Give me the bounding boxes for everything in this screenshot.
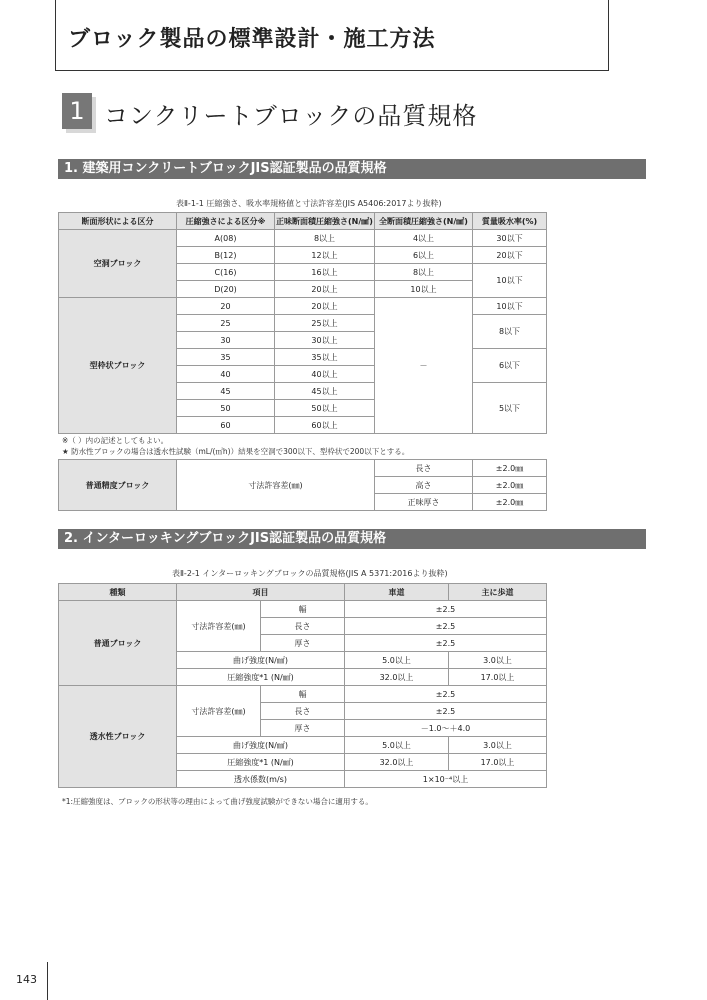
table-cell: 4以上: [375, 230, 473, 247]
table-cell: A(08): [177, 230, 275, 247]
table-cell: 8以上: [375, 264, 473, 281]
table-cell: 10以下: [473, 264, 547, 298]
header-cell: 断面形状による区分: [59, 213, 177, 230]
table-cell: 6以上: [375, 247, 473, 264]
table-cell: 正味厚さ: [375, 494, 473, 511]
table-cell: 寸法許容差(㎜): [177, 686, 261, 737]
table-cell: 32.0以上: [345, 669, 449, 686]
table-cell: 17.0以上: [449, 754, 547, 771]
table-cell: 5.0以上: [345, 737, 449, 754]
table-2: [58, 583, 547, 788]
table-2-note: *1:圧縮強度は、ブロックの形状等の理由によって曲げ強度試験ができない場合に適用する。: [62, 797, 373, 806]
table-cell: 25以上: [275, 315, 375, 332]
table-cell: 30以下: [473, 230, 547, 247]
table-cell: 50以上: [275, 400, 375, 417]
table-cell: ±2.5: [345, 635, 547, 652]
table-cell: ±2.5: [345, 703, 547, 720]
table-cell: 幅: [261, 686, 345, 703]
header-cell: 項目: [177, 584, 345, 601]
table-cell: 厚さ: [261, 635, 345, 652]
table-cell: 圧縮強度*1 (N/㎟): [177, 754, 345, 771]
table-cell: ±2.0㎜: [473, 477, 547, 494]
table-cell: ±2.0㎜: [473, 460, 547, 477]
table-1-header-row: [59, 213, 547, 230]
group-cell-normal: 普通ブロック: [59, 601, 177, 686]
footer-rule: [47, 962, 48, 1000]
table-cell: 10以上: [375, 281, 473, 298]
table-cell: 8以下: [473, 315, 547, 349]
table-cell: ±2.5: [345, 618, 547, 635]
table-cell: D(20): [177, 281, 275, 298]
table-row: [59, 298, 547, 315]
table-row: [59, 460, 547, 477]
table-cell: 17.0以上: [449, 669, 547, 686]
table-cell: 寸法許容差(㎜): [177, 601, 261, 652]
header-cell: 全断面積圧縮強さ(N/㎟): [375, 213, 473, 230]
tolerance-class: 普通精度ブロック: [59, 460, 177, 511]
table-cell: 長さ: [261, 703, 345, 720]
group-cell-form: 型枠状ブロック: [59, 298, 177, 434]
table-cell: 60以上: [275, 417, 375, 434]
header-rule-left: [55, 0, 56, 70]
table-cell: ±2.5: [345, 601, 547, 618]
table-cell: 40: [177, 366, 275, 383]
table-row: [59, 601, 547, 618]
table-cell: 30以上: [275, 332, 375, 349]
table-row: [59, 230, 547, 247]
header-cell: 圧縮強さによる区分※: [177, 213, 275, 230]
table-cell: 20以下: [473, 247, 547, 264]
table-cell: 曲げ強度(N/㎟): [177, 737, 345, 754]
table-cell: 5.0以上: [345, 652, 449, 669]
group-cell-permeable: 透水性ブロック: [59, 686, 177, 788]
table-cell: 16以上: [275, 264, 375, 281]
table-cell: 32.0以上: [345, 754, 449, 771]
table-cell: 10以下: [473, 298, 547, 315]
table-1-note-2: ★ 防水性ブロックの場合は透水性試験（mL/(㎡h)）結果を空洞で300以下、型枠状で200以下とする。: [62, 447, 410, 456]
table-1-caption: 表Ⅱ-1-1 圧縮強さ、吸水率規格値と寸法許容差(JIS A5406:2017より抜粋): [176, 199, 442, 208]
header-cell: 主に歩道: [449, 584, 547, 601]
table-cell: C(16): [177, 264, 275, 281]
page-number: 143: [16, 973, 37, 986]
table-cell: 幅: [261, 601, 345, 618]
section-number: 1: [62, 93, 92, 129]
table-cell: 25: [177, 315, 275, 332]
header-cell: 種類: [59, 584, 177, 601]
header-rule-right: [608, 0, 609, 70]
table-cell: 6以下: [473, 349, 547, 383]
table-row: [59, 686, 547, 703]
header-rule-bottom: [55, 70, 609, 71]
table-cell: 50: [177, 400, 275, 417]
table-cell: 20以上: [275, 298, 375, 315]
tolerance-table: [58, 459, 547, 511]
header-cell: 質量吸水率(%): [473, 213, 547, 230]
table-cell: 3.0以上: [449, 737, 547, 754]
table-cell: 5以下: [473, 383, 547, 434]
section-title: コンクリートブロックの品質規格: [104, 102, 478, 130]
table-2-header-row: [59, 584, 547, 601]
table-cell: 3.0以上: [449, 652, 547, 669]
table-cell: 透水係数(m/s): [177, 771, 345, 788]
table-cell: 長さ: [261, 618, 345, 635]
table-cell: 35: [177, 349, 275, 366]
table-cell: 圧縮強度*1 (N/㎟): [177, 669, 345, 686]
table-cell: 60: [177, 417, 275, 434]
table-1-note-1: ※（ ）内の記述としてもよい。: [62, 436, 169, 445]
table-cell: ±2.0㎜: [473, 494, 547, 511]
tolerance-label: 寸法許容差(㎜): [177, 460, 375, 511]
header-cell: 正味断面積圧縮強さ(N/㎟): [275, 213, 375, 230]
table-cell: 35以上: [275, 349, 375, 366]
table-cell: －1.0～＋4.0: [345, 720, 547, 737]
table-cell: 40以上: [275, 366, 375, 383]
table-cell: 45以上: [275, 383, 375, 400]
table-cell: 1×10⁻⁴以上: [345, 771, 547, 788]
table-cell: 12以上: [275, 247, 375, 264]
table-cell-dash: －: [375, 298, 473, 434]
table-cell: 45: [177, 383, 275, 400]
table-cell: ±2.5: [345, 686, 547, 703]
table-cell: 長さ: [375, 460, 473, 477]
table-cell: 曲げ強度(N/㎟): [177, 652, 345, 669]
table-cell: B(12): [177, 247, 275, 264]
table-cell: 高さ: [375, 477, 473, 494]
subsection-1-title: 1. 建築用コンクリートブロックJIS認証製品の品質規格: [58, 159, 646, 179]
table-cell: 30: [177, 332, 275, 349]
group-cell-hollow: 空洞ブロック: [59, 230, 177, 298]
header-cell: 車道: [345, 584, 449, 601]
table-cell: 8以上: [275, 230, 375, 247]
table-2-caption: 表Ⅱ-2-1 インターロッキングブロックの品質規格(JIS A 5371:2016より抜粋): [172, 569, 448, 578]
table-cell: 20以上: [275, 281, 375, 298]
document-title: ブロック製品の標準設計・施工方法: [68, 27, 436, 52]
table-cell: 20: [177, 298, 275, 315]
table-1: [58, 212, 547, 434]
table-cell: 厚さ: [261, 720, 345, 737]
subsection-2-title: 2. インターロッキングブロックJIS認証製品の品質規格: [58, 529, 646, 549]
